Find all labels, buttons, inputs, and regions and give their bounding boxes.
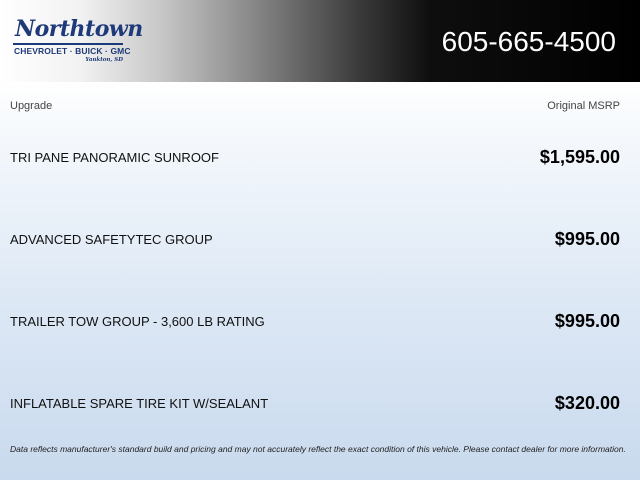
dealer-logo — [13, 16, 143, 64]
upgrade-name: TRAILER TOW GROUP - 3,600 LB RATING — [10, 314, 265, 329]
upgrade-row — [10, 144, 620, 168]
logo-divider — [13, 43, 123, 45]
header-banner — [0, 0, 640, 82]
upgrade-name: TRI PANE PANORAMIC SUNROOF — [10, 150, 219, 165]
column-header-msrp: Original MSRP — [547, 100, 620, 112]
upgrade-price: $320.00 — [554, 393, 620, 413]
logo-city-text: Yankton, SD — [85, 57, 123, 63]
logo-brands-text: CHEVROLET · BUICK · GMC — [14, 46, 131, 56]
upgrade-price: $995.00 — [554, 229, 620, 249]
upgrade-row — [10, 390, 620, 414]
dealer-phone: 605-665-4500 — [441, 26, 616, 57]
logo-script-text: Northtown — [15, 16, 143, 42]
column-header-upgrade: Upgrade — [10, 100, 53, 112]
disclaimer-text: Data reflects manufacturer's standard build and pricing and may not accurately reflect the exact condition of this vehicle. Please contact dealer for more information. — [10, 444, 626, 454]
upgrade-name: ADVANCED SAFETYTEC GROUP — [10, 232, 213, 247]
upgrade-row — [10, 308, 620, 332]
upgrade-name: INFLATABLE SPARE TIRE KIT W/SEALANT — [10, 396, 269, 411]
upgrade-row — [10, 226, 620, 250]
upgrade-price: $995.00 — [554, 311, 620, 331]
upgrade-price: $1,595.00 — [539, 147, 620, 167]
